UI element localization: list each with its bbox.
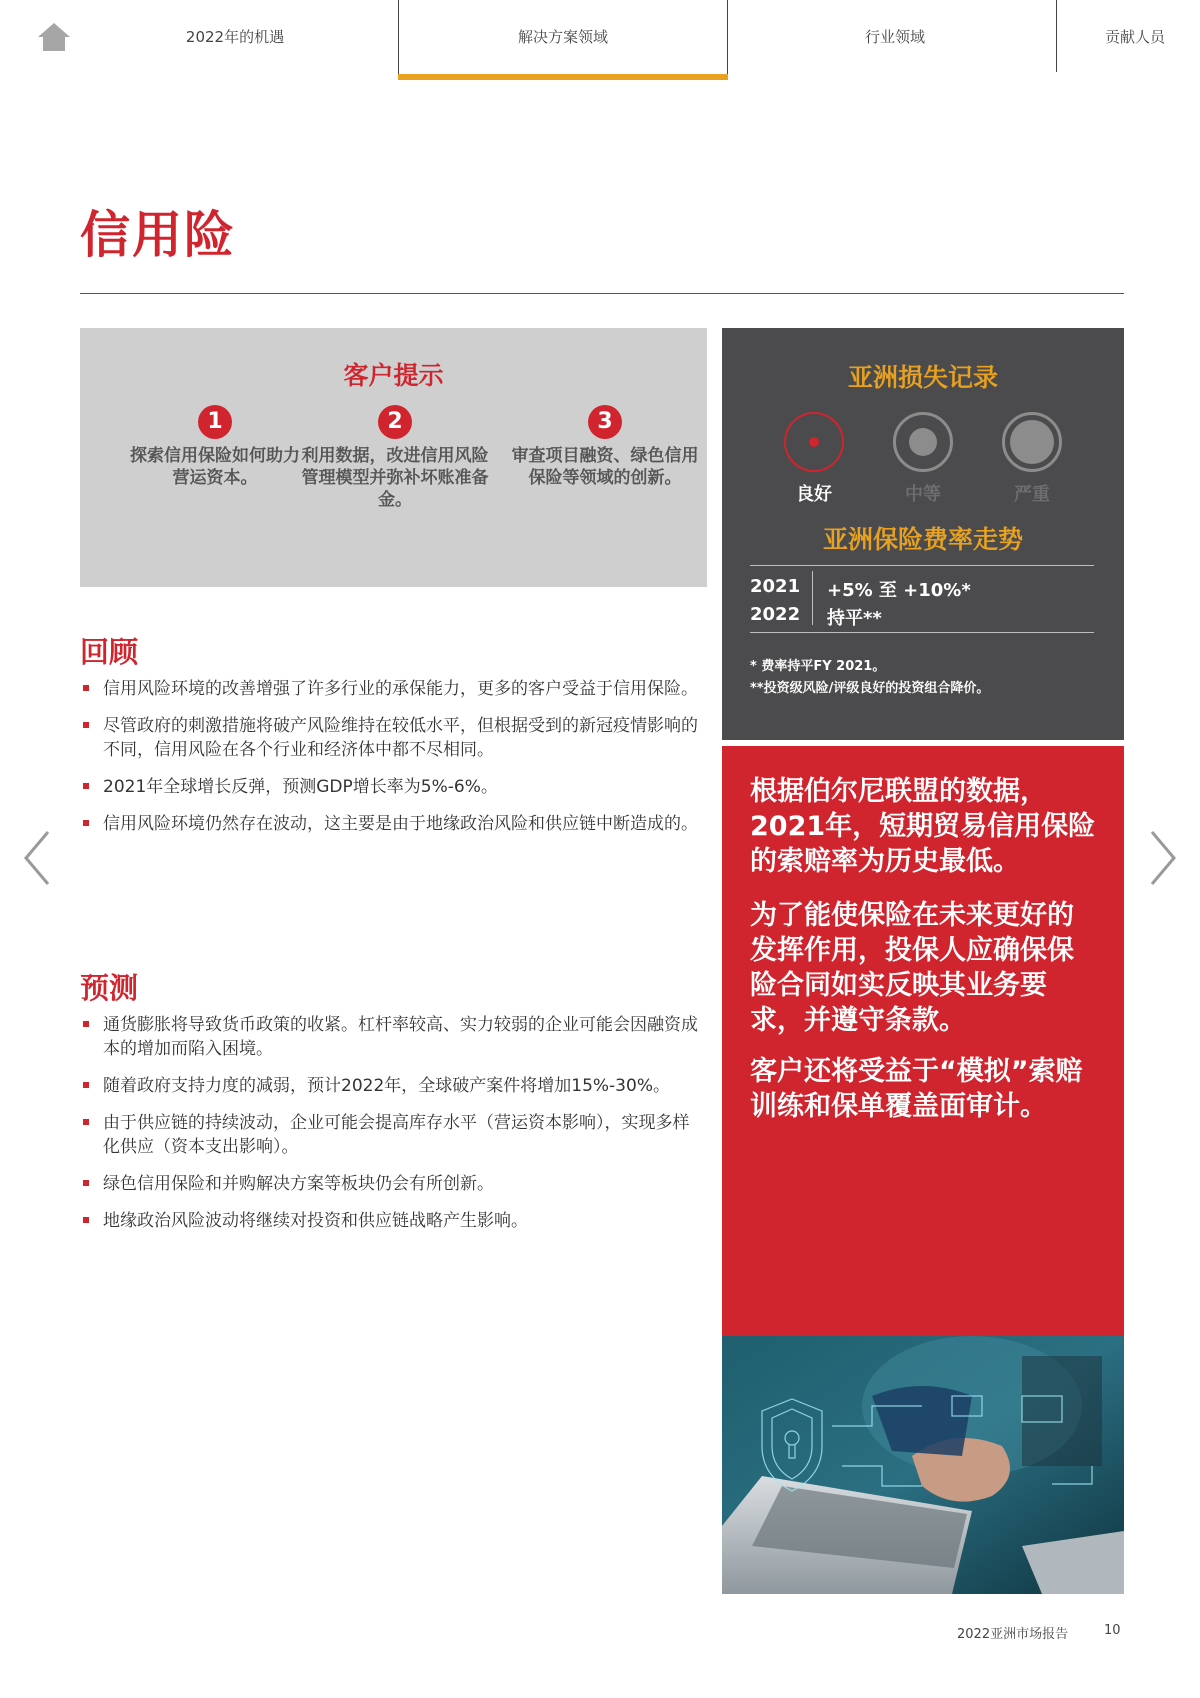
highlight-paragraph: 客户还将受益于“模拟”索赔训练和保单覆盖面审计。 <box>750 1056 1083 1122</box>
tip-text: 审查项目融资、绿色信用保险等领域的创新。 <box>511 446 699 488</box>
trend-column-divider <box>812 571 813 625</box>
next-page-arrow-icon[interactable] <box>1148 828 1178 888</box>
rating-severe-label: 严重 <box>1014 484 1050 505</box>
rating-good-indicator-icon <box>784 412 844 472</box>
tip-item <box>289 405 501 511</box>
rating-severe-indicator-icon <box>1002 412 1062 472</box>
list-item: 信用风险环境仍然存在波动，这主要是由于地缘政治风险和供应链中断造成的。 <box>80 812 700 836</box>
tip-number-badge: 3 <box>588 405 622 439</box>
review-heading: 回顾 <box>80 635 139 669</box>
asia-loss-panel <box>722 328 1124 740</box>
review-list <box>80 677 700 849</box>
cybersecurity-photo <box>722 1336 1124 1594</box>
tip-item <box>120 405 310 489</box>
footer-report-title: 2022亚洲市场报告 <box>957 1627 1069 1642</box>
top-navigation <box>0 0 1200 80</box>
tab-opportunities-label: 2022年的机遇 <box>185 28 285 46</box>
highlight-paragraph: 根据伯尔尼联盟的数据，2021年，短期贸易信用保险的索赔率为历史最低。 <box>750 776 1096 877</box>
tab-industries-label: 行业领域 <box>864 28 925 46</box>
title-divider <box>80 293 1124 294</box>
trend-year: 2021 <box>750 576 801 597</box>
list-item: 尽管政府的刺激措施将破产风险维持在较低水平，但根据受到的新冠疫情影响的不同，信用风险在各个行业和经济体中都不尽相同。 <box>80 714 700 762</box>
client-tips-heading: 客户提示 <box>343 361 444 390</box>
list-item: 随着政府支持力度的减弱，预计2022年，全球破产案件将增加15%-30%。 <box>80 1074 700 1098</box>
highlight-paragraph: 为了能使保险在未来更好的发挥作用，投保人应确保保险合同如实反映其业务要求，并遵守条款。 <box>750 900 1074 1036</box>
tab-opportunities[interactable] <box>120 0 350 76</box>
trend-year: 2022 <box>750 604 801 625</box>
trend-value: +5% 至 +10%* <box>827 580 971 601</box>
rating-good <box>782 412 846 506</box>
tip-text: 利用数据，改进信用风险管理模型并弥补坏账准备金。 <box>301 446 489 510</box>
list-item: 信用风险环境的改善增强了许多行业的承保能力，更多的客户受益于信用保险。 <box>80 677 700 701</box>
loss-record-heading: 亚洲损失记录 <box>847 363 998 392</box>
rating-medium <box>891 412 955 506</box>
footnote: **投资级风险/评级良好的投资组合降价。 <box>750 681 990 696</box>
forecast-heading: 预测 <box>80 971 139 1005</box>
list-item: 绿色信用保险和并购解决方案等板块仍会有所创新。 <box>80 1172 700 1196</box>
rating-medium-label: 中等 <box>905 484 941 505</box>
tip-number-badge: 2 <box>378 405 412 439</box>
page-title: 信用险 <box>80 206 236 264</box>
footnote: * 费率持平FY 2021。 <box>750 659 886 674</box>
rating-good-label: 良好 <box>796 484 832 505</box>
forecast-list <box>80 1013 700 1246</box>
tab-solutions[interactable] <box>398 0 728 76</box>
list-item: 通货膨胀将导致货币政策的收紧。杠杆率较高、实力较弱的企业可能会因融资成本的增加而陷入困境。 <box>80 1013 700 1061</box>
nav-divider <box>1056 0 1057 72</box>
tip-item <box>505 405 705 489</box>
rate-trend-heading: 亚洲保险费率走势 <box>822 525 1023 554</box>
trend-top-rule <box>750 565 1094 566</box>
trend-value: 持平** <box>827 608 882 629</box>
trend-bottom-rule <box>750 632 1094 633</box>
footer-page-number: 10 <box>1104 1623 1121 1638</box>
previous-page-arrow-icon[interactable] <box>22 828 52 888</box>
rating-medium-indicator-icon <box>893 412 953 472</box>
tab-contributors-label: 贡献人员 <box>1104 28 1165 46</box>
client-tips-panel <box>80 328 707 587</box>
tab-contributors[interactable] <box>1070 0 1200 76</box>
highlight-panel <box>722 746 1124 1336</box>
tip-number-badge: 1 <box>198 405 232 439</box>
list-item: 地缘政治风险波动将继续对投资和供应链战略产生影响。 <box>80 1209 700 1233</box>
tab-solutions-label: 解决方案领域 <box>517 28 608 46</box>
rating-severe <box>1000 412 1064 506</box>
list-item: 2021年全球增长反弹，预测GDP增长率为5%-6%。 <box>80 775 700 799</box>
list-item: 由于供应链的持续波动，企业可能会提高库存水平（营运资本影响），实现多样化供应（资本支出影响）。 <box>80 1111 700 1159</box>
home-icon[interactable] <box>37 22 71 52</box>
tab-industries[interactable] <box>780 0 1010 76</box>
tip-text: 探索信用保险如何助力营运资本。 <box>130 446 300 488</box>
